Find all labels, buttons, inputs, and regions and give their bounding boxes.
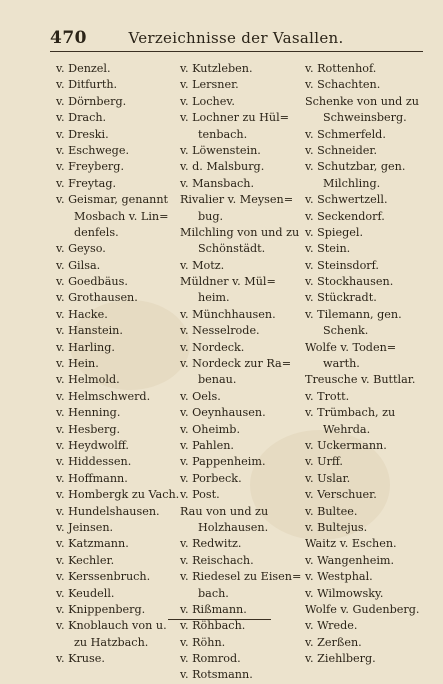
- vassal-entry: v. Kruse.: [56, 652, 105, 666]
- vassal-entry: Müldner v. Mül=: [180, 275, 276, 289]
- vassal-entry: v. Steinsdorf.: [305, 258, 379, 272]
- vassal-entry: v. Kechler.: [56, 553, 115, 567]
- vassal-entry: v. Trott.: [305, 389, 350, 403]
- vassal-entry: v. Hacke.: [56, 307, 108, 321]
- vassal-entry: v. Rißmann.: [180, 602, 247, 616]
- vassal-entry: v. Löwenstein.: [180, 143, 261, 157]
- vassal-entry: v. Schutzbar, gen.: [305, 160, 406, 174]
- vassal-entry: v. Goedbäus.: [56, 275, 128, 289]
- column-3: [305, 61, 425, 667]
- vassal-entry: v. Kerssenbruch.: [56, 570, 151, 584]
- vassal-entry: v. Denzel.: [56, 62, 111, 75]
- vassal-entry: Rau von und zu: [180, 504, 269, 518]
- vassal-entry: v. Hein.: [56, 357, 99, 371]
- page-header: [50, 28, 422, 50]
- vassal-entry: Milchling von und zu: [180, 225, 300, 239]
- vassal-entry: v. Zerßen.: [305, 635, 362, 649]
- vassal-entry: v. Lersner.: [180, 78, 239, 92]
- vassal-entry: v. d. Malsburg.: [180, 160, 265, 174]
- vassal-entry: v. Rottenhof.: [305, 62, 377, 75]
- vassal-entry: v. Helmschwerd.: [56, 389, 151, 403]
- vassal-entry: v. Freyberg.: [56, 160, 125, 174]
- vassal-entry: v. Hombergk zu Vach.: [56, 488, 180, 502]
- column-1: [56, 61, 180, 667]
- vassal-entry: v. Redwitz.: [180, 537, 242, 551]
- vassal-entry-continuation: Wehrda.: [323, 422, 371, 436]
- vassal-entry: v. Münchhausen.: [180, 307, 276, 321]
- vassal-entry: v. Romrod.: [180, 652, 241, 666]
- column-2: [180, 61, 302, 684]
- vassal-entry: v. Freytag.: [56, 176, 117, 190]
- vassal-entry: v. Oeynhausen.: [180, 406, 266, 420]
- vassal-entry-continuation: Mosbach v. Lin=: [74, 209, 169, 223]
- vassal-entry: v. Pappenheim.: [180, 455, 266, 469]
- vassal-entry: v. Knippenberg.: [56, 602, 146, 616]
- vassal-entry: v. Hoffmann.: [56, 471, 128, 485]
- vassal-entry: v. Geismar, genannt: [56, 193, 169, 207]
- vassal-entry-continuation: Milchling.: [323, 176, 381, 190]
- vassal-entry: v. Verschuer.: [305, 488, 377, 502]
- vassal-entry-continuation: bach.: [198, 586, 229, 600]
- vassal-entry: v. Pahlen.: [180, 438, 234, 452]
- vassal-entry: v. Bultejus.: [305, 520, 368, 534]
- vassal-entry: Waitz v. Eschen.: [305, 537, 397, 551]
- vassal-entry: v. Dreski.: [56, 127, 109, 141]
- vassal-entry: v. Eschwege.: [56, 143, 130, 157]
- vassal-entry: v. Schmerfeld.: [305, 127, 386, 141]
- page-number: 470: [50, 28, 87, 48]
- vassal-entry: v. Wangenheim.: [305, 553, 395, 567]
- vassal-entry: v. Geyso.: [56, 242, 106, 256]
- vassal-entry-continuation: Schenk.: [323, 324, 369, 338]
- vassal-entry: v. Oels.: [180, 389, 221, 403]
- vassal-entry: v. Wrede.: [305, 619, 358, 633]
- vassal-entry: v. Lochev.: [180, 94, 235, 108]
- vassal-entry: v. Lochner zu Hül=: [180, 111, 290, 125]
- vassal-entry: v. Harling.: [56, 340, 115, 354]
- vassal-entry: v. Seckendorf.: [305, 209, 385, 223]
- vassal-entry: Wolfe v. Gudenberg.: [305, 602, 420, 616]
- vassal-entry: v. Oheimb.: [180, 422, 241, 436]
- vassal-entry: v. Tilemann, gen.: [305, 307, 402, 321]
- header-rule: [50, 51, 423, 52]
- vassal-entry: v. Stockhausen.: [305, 275, 394, 289]
- vassal-entry-continuation: tenbach.: [198, 127, 248, 141]
- vassal-entry: v. Nordeck zur Ra=: [180, 357, 292, 371]
- vassal-entry: v. Grothausen.: [56, 291, 138, 305]
- vassal-entry: Schenke von und zu: [305, 94, 419, 108]
- vassal-entry: v. Spiegel.: [305, 225, 364, 239]
- vassal-entry: v. Helmold.: [56, 373, 120, 387]
- vassal-entry: v. Röhbach.: [180, 619, 246, 633]
- vassal-entry: v. Reischach.: [180, 553, 254, 567]
- vassal-entry-continuation: benau.: [198, 373, 237, 387]
- vassal-entry: v. Kutzleben.: [180, 62, 253, 75]
- vassal-entry: Rivalier v. Meysen=: [180, 193, 294, 207]
- vassal-entry: v. Dörnberg.: [56, 94, 127, 108]
- vassal-entry: v. Uckermann.: [305, 438, 387, 452]
- vassal-entry: v. Urff.: [305, 455, 343, 469]
- vassal-entry: v. Trümbach, zu: [305, 406, 396, 420]
- vassal-entry: v. Stein.: [305, 242, 351, 256]
- vassal-entry: v. Drach.: [56, 111, 107, 125]
- vassal-entry: v. Rotsmann.: [180, 668, 253, 682]
- vassal-entry: v. Ditfurth.: [56, 78, 118, 92]
- vassal-entry: v. Katzmann.: [56, 537, 129, 551]
- vassal-entry: v. Riedesel zu Eisen=: [180, 570, 302, 584]
- vassal-entry: v. Jeinsen.: [56, 520, 114, 534]
- vassal-entry-continuation: zu Hatzbach.: [74, 635, 149, 649]
- vassal-entry: v. Post.: [180, 488, 220, 502]
- vassal-entry: v. Porbeck.: [180, 471, 242, 485]
- vassal-entry: v. Schneider.: [305, 143, 378, 157]
- vassal-entry: v. Ziehlberg.: [305, 652, 376, 666]
- vassal-entry-continuation: denfels.: [74, 225, 119, 239]
- vassal-entry-continuation: warth.: [323, 357, 360, 371]
- vassal-entry-continuation: Holzhausen.: [198, 520, 269, 534]
- vassal-entry: v. Bultee.: [305, 504, 358, 518]
- footer-rule: [168, 619, 271, 620]
- vassal-entry: v. Gilsa.: [56, 258, 101, 272]
- vassal-entry: Wolfe v. Toden=: [305, 340, 397, 354]
- vassal-entry: v. Uslar.: [305, 471, 351, 485]
- vassal-entry-continuation: Schönstädt.: [198, 242, 266, 256]
- vassal-entry: v. Henning.: [56, 406, 121, 420]
- vassal-entry: v. Schachten.: [305, 78, 381, 92]
- vassal-entry: v. Heydwolff.: [56, 438, 129, 452]
- vassal-entry: v. Motz.: [180, 258, 225, 272]
- vassal-entry: v. Knoblauch von u.: [56, 619, 167, 633]
- page-title: Verzeichnisse der Vasallen.: [128, 29, 344, 47]
- vassal-entry: v. Schwertzell.: [305, 193, 388, 207]
- vassal-entry: v. Keudell.: [56, 586, 115, 600]
- vassal-entry: v. Hiddessen.: [56, 455, 132, 469]
- vassal-entry: v. Wilmowsky.: [305, 586, 384, 600]
- vassal-entry: v. Hanstein.: [56, 324, 123, 338]
- vassal-entry: Treusche v. Buttlar.: [305, 373, 416, 387]
- vassal-entry: v. Westphal.: [305, 570, 373, 584]
- vassal-entry-continuation: Schweinsberg.: [323, 111, 407, 125]
- vassal-entry-continuation: bug.: [198, 209, 224, 223]
- vassal-entry: v. Nordeck.: [180, 340, 245, 354]
- vassal-entry: v. Hesberg.: [56, 422, 121, 436]
- vassal-entry: v. Nesselrode.: [180, 324, 260, 338]
- vassal-entry: v. Hundelshausen.: [56, 504, 160, 518]
- vassal-entry: v. Mansbach.: [180, 176, 255, 190]
- vassal-entry: v. Röhn.: [180, 635, 226, 649]
- vassal-entry-continuation: heim.: [198, 291, 230, 305]
- vassal-entry: v. Stückradt.: [305, 291, 377, 305]
